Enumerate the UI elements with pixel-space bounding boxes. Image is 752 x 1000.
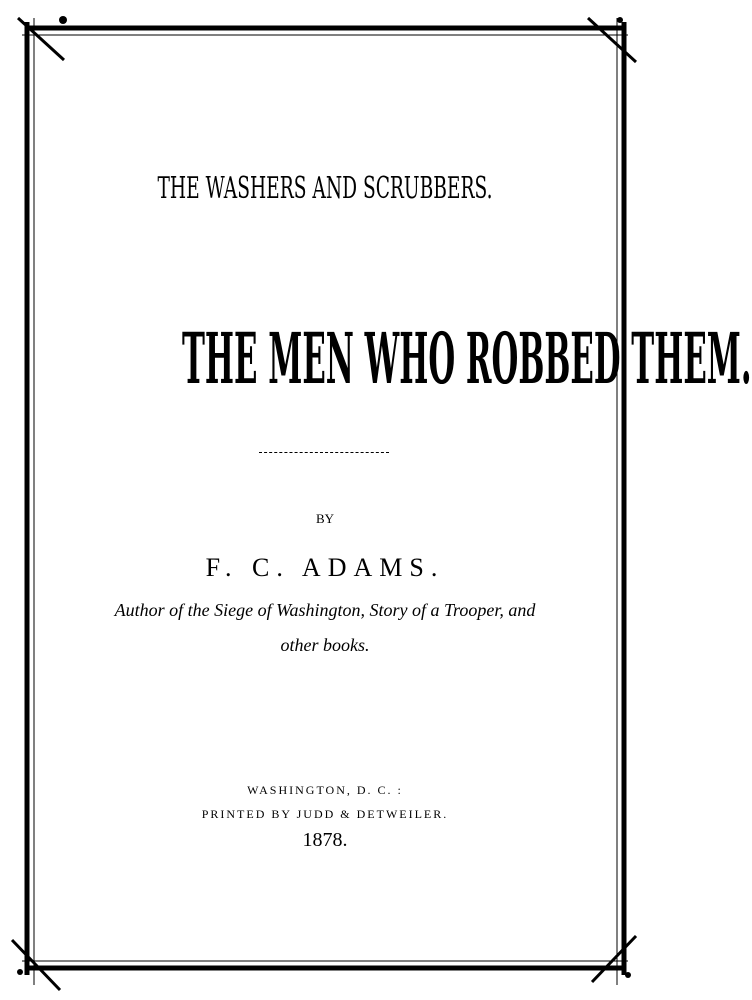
author-name: F. C. ADAMS. (205, 553, 445, 582)
decorative-rule (259, 452, 389, 453)
title-line-2: THE MEN WHO ROBBED THEM. (182, 317, 752, 400)
by-line: BY (315, 511, 335, 526)
author-credits-line-2: other books. (280, 635, 370, 655)
printer-line: PRINTED BY JUDD & DETWEILER. (201, 807, 449, 821)
title-line-1: THE WASHERS AND SCRUBBERS. (157, 171, 493, 206)
publication-year: 1878. (302, 829, 348, 851)
publisher-place: WASHINGTON, D. C. : (247, 783, 403, 797)
author-credits-line-1: Author of the Siege of Washington, Story of a Trooper, and (114, 600, 536, 620)
